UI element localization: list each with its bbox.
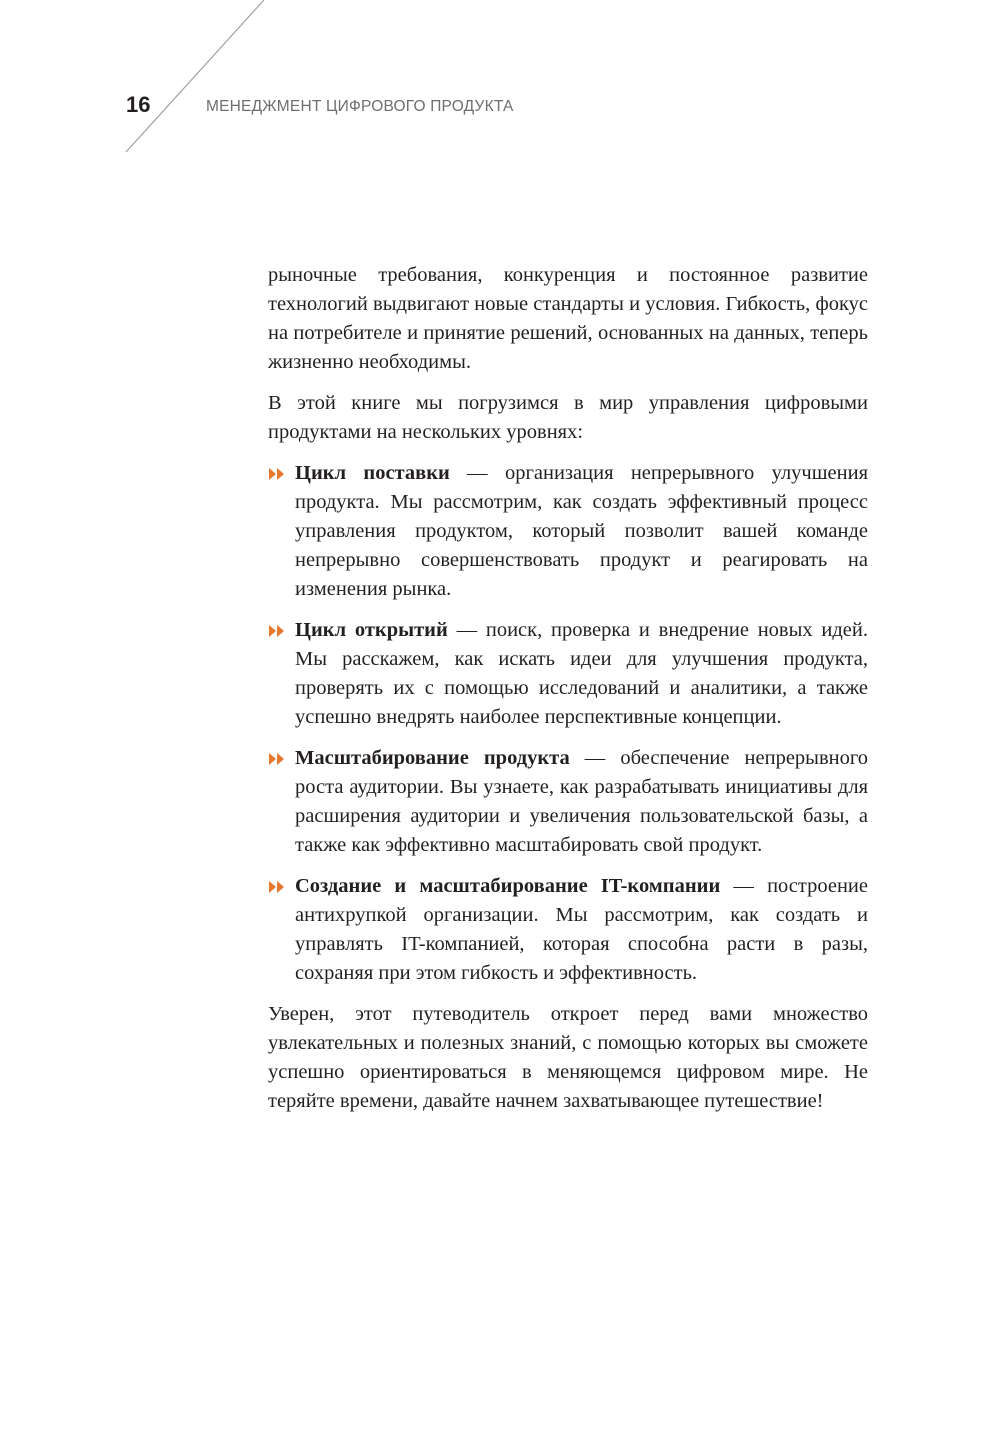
list-item-term: Масштабирование продукта (295, 747, 570, 769)
list-item-text (295, 619, 868, 728)
double-chevron-icon (268, 880, 286, 894)
list-item (268, 616, 868, 732)
main-text (268, 261, 868, 1128)
running-title: МЕНЕДЖМЕНТ ЦИФРОВОГО ПРОДУКТА (206, 98, 514, 115)
list-item-text (295, 462, 868, 600)
intro-paragraph: рыночные требования, конкуренция и постоянное развитие технологий выдвигают новые стандарты и условия. Гибкость, фокус на потребителе и принятие решений, основанных на данных, теперь жизненно необходимы. (268, 264, 868, 373)
list-item-description: — построение антихрупкой организации. Мы рассмотрим, как создать и управлять IT-компанией, которая способна расти в разы, сохраняя при этом гибкость и эффективность. (295, 875, 869, 984)
double-chevron-icon (268, 467, 286, 481)
list-item-description: — обеспечение непрерывного роста аудитории. Вы узнаете, как разрабатывать инициативы для расширения аудитории и увеличения пользовательской базы, а также как эффективно масштабировать свой продукт. (295, 747, 868, 856)
list-item-term: Создание и масштабирование IT-компании (295, 875, 721, 897)
list-item (268, 872, 868, 988)
list-item-description: — поиск, проверка и внедрение новых идей. Мы расскажем, как искать идеи для улучшения продукта, проверять их с помощью исследований и аналитики, а также успешно внедрять наиболее перспективные концепции. (295, 619, 869, 728)
list-item-description: — организация непрерывного улучшения продукта. Мы рассмотрим, как создать эффективный процесс управления продуктом, который позволит вашей команде непрерывно совершенствовать продукт и реагировать на изменения рынка. (295, 462, 868, 600)
list-item-term: Цикл поставки (295, 462, 450, 484)
double-chevron-icon (268, 624, 286, 638)
double-chevron-icon (268, 752, 286, 766)
list-item (268, 459, 868, 604)
lead-paragraph: В этой книге мы погрузимся в мир управления цифровыми продуктами на нескольких уровнях: (268, 392, 868, 443)
list-item-text (295, 747, 868, 856)
list-item-term: Цикл открытий (295, 619, 448, 641)
decorative-diagonal-line (0, 0, 300, 170)
page-number: 16 (126, 92, 151, 117)
closing-paragraph: Уверен, этот путеводитель откроет перед вами множество увлекательных и полезных знаний, с помощью которых вы сможете успешно ориентироваться в меняющемся цифровом мире. Не теряйте времени, давайте начнем захватывающее путешествие! (268, 1003, 868, 1112)
list-item-text (295, 875, 868, 984)
list-item (268, 744, 868, 860)
topics-list (268, 459, 868, 988)
